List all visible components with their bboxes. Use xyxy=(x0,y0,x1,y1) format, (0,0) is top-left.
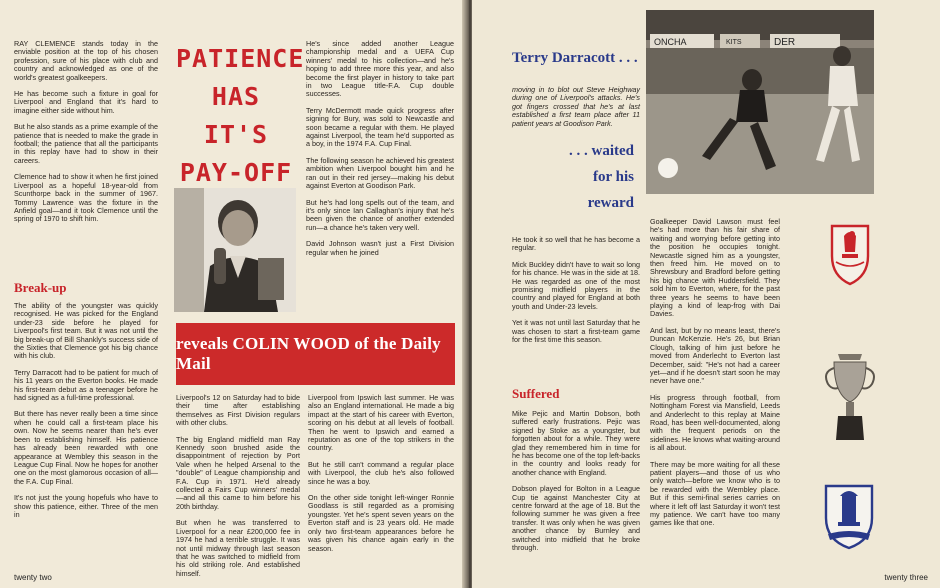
paragraph: And last, but by no means least, there's Duncan McKenzie. He's 26, but Brian Clough, talking of him just before he moved from Anderlecht to Everton last December, said: "He's not had a career yet—and if he doesn't start soon he may never have one." xyxy=(650,325,780,386)
paragraph: Terry Darracott had to be patient for much of his 11 years on the Everton books. He made his first-team debut as a teenager before he had signed as a full-time professional. xyxy=(14,367,158,403)
match-action-photo xyxy=(646,10,874,194)
paragraph: He's since added another League championship medal and a UEFA Cup winners' medal to his collection—and he's hoping to add three more this year, and also become the first player in history to take part in two League title-F.A. Cup double successes. xyxy=(306,39,454,99)
paragraph: Clemence had to show it when he first joined Liverpool as a hopeful 18-year-old from Scunthorpe back in the summer of 1967. Tommy Lawrence was the fixture in the Anfield goal—and it took Clemence until the spring of 1970 to shift him. xyxy=(14,172,158,224)
ad-board-3: DER xyxy=(774,37,796,48)
right-col1 xyxy=(512,236,640,352)
paragraph: Yet it was not until last Saturday that he was chosen to start a first-team game for the first time this season. xyxy=(512,318,640,345)
ad-board-1: ONCHA xyxy=(654,37,687,47)
paragraph: Terry McDermott made quick progress after signing for Bury, was sold to Newcastle and soon became a regular with them. He played against Liverpool, the team he'd supported as a boy, in the 1974 F.A. Cup Final. xyxy=(306,105,454,149)
page-number-right: twenty three xyxy=(884,573,928,582)
paragraph: Liverpool's 12 on Saturday had to bide their time after establishing themselves as First Division regulars with other clubs. xyxy=(176,393,300,428)
paragraph: There may be more waiting for all these patient players—and those of us who only watch—before we know who is to be rewarded with the Wembley place. But if this semi-final series carries on where it left off last Saturday it won't test my patience. We can't have too many games like that one. xyxy=(650,459,780,528)
paragraph: Mick Buckley didn't have to wait so long for his chance. He was in the side at 18. He was regarded as one of the most promising midfield players in the country and played for England at both youth and Under-23 levels. xyxy=(512,259,640,311)
heading-darracott: Terry Darracott . . . xyxy=(512,50,638,66)
left-col3-bottom xyxy=(308,394,454,561)
page-number-left: twenty two xyxy=(14,573,52,582)
left-col1-top xyxy=(14,40,158,232)
left-col2-bottom xyxy=(176,394,300,586)
paragraph: It's not just the young hopefuls who have to show this patience, either. Three of the men in xyxy=(14,493,158,519)
paragraph: David Johnson wasn't just a First Division regular when he joined xyxy=(306,239,454,257)
paragraph: But he still can't command a regular place with Liverpool, the club he's also followed since he was a boy. xyxy=(308,459,454,486)
left-col1-bottom xyxy=(14,302,158,527)
left-page xyxy=(0,0,468,588)
paragraph: He took it so well that he has become a regular. xyxy=(512,235,640,253)
subhead-breakup: Break-up xyxy=(14,280,67,295)
right-col1-bottom xyxy=(512,410,640,561)
liverpool-crest-icon xyxy=(828,222,872,286)
paragraph: The ability of the youngster was quickly recognised. He was picked for the England under-23 side before he played for Liverpool's first team. But it was not until the big break-up of Bill Shankly's success side of the Sixties that Clemence got his big chance with his club. xyxy=(14,301,158,361)
paragraph: He has become such a fixture in goal for Liverpool and England that it's hard to imagine either side without him. xyxy=(14,89,158,115)
heading-waited: . . . waited for his reward xyxy=(569,143,634,211)
paragraph: On the other side tonight left-winger Ronnie Goodlass is still regarded as a promising youngster. Yet he's spent seven years on the Everton staff and is 23 years old. He made only two first-team appearances before he was given his chance again early in the season. xyxy=(308,493,454,553)
subhead-suffered: Suffered xyxy=(512,386,560,401)
paragraph: But he's had long spells out of the team, and it's only since Ian Callaghan's injury that he's been given the chance of another extended run—a chance he's taken very well. xyxy=(306,197,454,232)
paragraph: RAY CLEMENCE stands today in the enviable position at the top of his chosen profession, sure of his place with club and country and acknowledged as one of the world's greatest goalkeepers. xyxy=(14,39,158,82)
paragraph: Dobson played for Bolton in a League Cup tie against Manchester City at centre forward at the age of 18. But the following summer he was given a free transfer. It was only when he was given another chance by Burnley and switched into midfield that he broke through. xyxy=(512,484,640,553)
byline-banner: reveals COLIN WOOD of the Daily Mail xyxy=(176,323,455,385)
fa-cup-trophy-icon xyxy=(820,350,880,448)
paragraph: Liverpool from Ipswich last summer. He was also an England international. He made a big impact at the start of his career with Everton, scoring on his debut at all levels of football. Then he went to Ipswich and earned a reputation as one of the top strikers in the country. xyxy=(308,393,454,453)
right-page xyxy=(472,0,940,588)
reporter-photo xyxy=(174,188,296,312)
ad-board-2: KITS xyxy=(726,39,742,46)
paragraph: The big England midfield man Ray Kennedy soon brushed aside the disappointment of rejection by Port Vale when he helped Arsenal to the "double" of League championship and F.A. Cup in 1971. He'd already collected a Fairs Cup winners' medal—and all this came to him before his 20th birthday. xyxy=(176,434,300,511)
paragraph: But when he was transferred to Liverpool for a near £200,000 fee in 1974 he had a terrible struggle. It was not until midway through last season that he was switched to midfield from his old striking role. And established himself. xyxy=(176,518,300,578)
paragraph: Goalkeeper David Lawson must feel he's had more than his fair share of waiting and worrying before getting into the position he occupies tonight. Newcastle signed him as a youngster, then freed him. He moved on to Shrewsbury and Bradford before getting his big chance with Huddersfield. They sold him to Everton, where, for the past three years he seems to have been playing a kind of leap-frog with Dai Davies. xyxy=(650,217,780,319)
intro-caption: moving in to blot out Steve Heighway during one of Liverpool's attacks. He's got fingers crossed that he's at last established a first team place after 11 patient years at Goodison Park. xyxy=(512,85,640,128)
paragraph: His progress through football, from Nottingham Forest via Mansfield, Leeds and Anderlecht to this replay at Maine Road, has been well-documented, along with the frequent periods on the sidelines. He knows what waiting-around is all about. xyxy=(650,392,780,453)
paragraph: The following season he achieved his greatest ambition when Liverpool bought him and he ran out in their red jersey—making his debut against Everton at Goodison Park. xyxy=(306,155,454,191)
headline: PATIENCE HAS IT'S PAY-OFF xyxy=(176,44,305,187)
paragraph: But he also stands as a prime example of the patience that is needed to make the grade in football; the patience that all the participants in this replay have had to show in their careers. xyxy=(14,122,158,165)
right-col2 xyxy=(650,218,780,536)
left-col3-top xyxy=(306,40,454,265)
paragraph: But there has never really been a time since when he could call a first-team place his own. Now he seems nearer than he's ever been to establishing himself. His patience has already been rewarded with one appearance at Wembley this season in the League Cup Final. Now he hopes for another one on the most glamorous occasion of all—the F.A. Cup Final. xyxy=(14,409,158,486)
everton-crest-icon xyxy=(822,482,876,552)
paragraph: Mike Pejic and Martin Dobson, both suffered early frustrations. Pejic was signed by Stoke as a youngster, but forgotten about for a while. They were glad they remembered him in time for he has become one of the top left-backs in the country and looks ready for another chance with England. xyxy=(512,409,640,477)
